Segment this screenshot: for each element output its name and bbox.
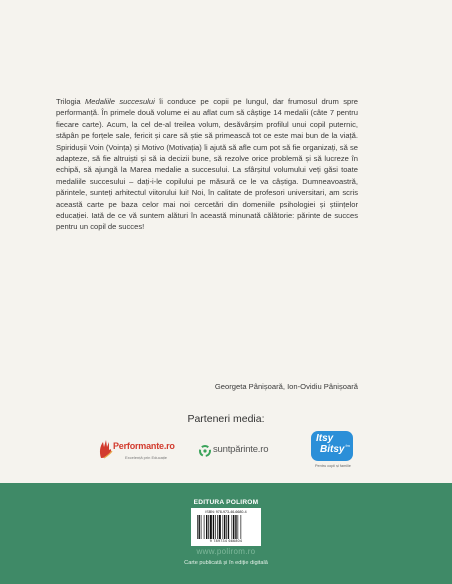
blurb-paragraph <box>56 96 358 233</box>
isbn-barcode <box>191 508 261 546</box>
barcode-bar <box>238 515 239 539</box>
barcode-bar <box>208 515 209 539</box>
barcode-bar <box>204 515 205 539</box>
barcode-bar <box>241 515 242 539</box>
barcode-icon <box>196 515 256 539</box>
publisher-website: www.polirom.ro <box>196 547 256 556</box>
isbn-text: ISBN: 978-973-46-6680-4 <box>205 510 247 514</box>
barcode-bar <box>217 515 218 539</box>
barcode-bar <box>213 515 214 539</box>
barcode-bar <box>226 515 227 539</box>
barcode-bar <box>210 515 212 539</box>
blurb-body: îi conduce pe copii pe lungul, dar frumosul drum spre performanță. În primele două volume ei au aflat cum să câștige 14 medalii (câte 7 pentru fiecare carte). Acum, la cel de-al treilea volum, desăvârșim profilul unui copil puternic, stăpân pe forțele sale, fericit și care să știe să primească tot ce este mai bun de la viață. Spiridușii Voin (Voința) și Motivo (Motivația) îi ajută să afle cum pot să fie organizați, să se adapteze, să fie altruiști și să ia decizii bune, să rezolve orice problemă și să lucreze în echipă, să ajungă la Marea medalie a succesului. La sfârșitul volumului veți găsi toate medaliile succesului – dați-i-le copilului pe măsură ce le va câștiga. Dumneavoastră, părintele, sunteți arhitectul viitorului lui! Noi, în calitate de profesori universitari, am scris această carte pe baza celor mai noi cercetări din domeniile psihologiei și științelor educației. Iată de ce vă suntem alături în această minunată călătorie: părinte de succes pentru un copil de succes! <box>56 97 358 232</box>
barcode-bar <box>219 515 221 539</box>
barcode-bar <box>235 515 236 539</box>
publisher-name: EDITURA POLIROM <box>193 499 259 506</box>
barcode-bar <box>223 515 224 539</box>
bitsy-word: Bitsy <box>320 444 345 455</box>
barcode-bar <box>232 515 233 539</box>
itsy-bitsy-logo <box>309 431 353 473</box>
barcode-bar <box>197 515 198 539</box>
barcode-bar <box>228 515 229 539</box>
performante-tagline: Excelență prin Educație <box>125 455 168 460</box>
itsy-word: Itsy <box>316 433 334 444</box>
performante-name: Performante.ro <box>113 441 175 451</box>
blurb-text <box>56 96 358 233</box>
performante-logo <box>98 437 186 467</box>
itsy-tagline: Pentru copii și familie <box>315 464 351 468</box>
itsy-fm: fm <box>345 443 350 448</box>
swirl-icon <box>199 445 211 457</box>
barcode-bar <box>233 515 234 539</box>
barcode-digits: 9 789734 666804 <box>209 539 243 543</box>
author-signature: Georgeta Pânișoară, Ion-Ovidiu Pânișoară <box>214 382 358 391</box>
suntparinte-name: suntpărinte.ro <box>213 444 269 455</box>
barcode-bar <box>215 515 216 539</box>
digital-edition-note: Carte publicată și în ediție digitală <box>184 560 268 566</box>
media-partners-heading: Parteneri media: <box>187 413 265 425</box>
barcode-bar <box>201 515 202 539</box>
hands-icon <box>98 438 114 460</box>
series-title: Medaliile succesului <box>84 97 155 106</box>
barcode-bar <box>224 515 225 539</box>
barcode-bar <box>206 515 207 539</box>
blurb-lead: Trilogia <box>56 97 85 106</box>
barcode-bar <box>199 515 200 539</box>
suntparinte-logo <box>199 444 289 460</box>
itsy-badge <box>311 431 353 461</box>
